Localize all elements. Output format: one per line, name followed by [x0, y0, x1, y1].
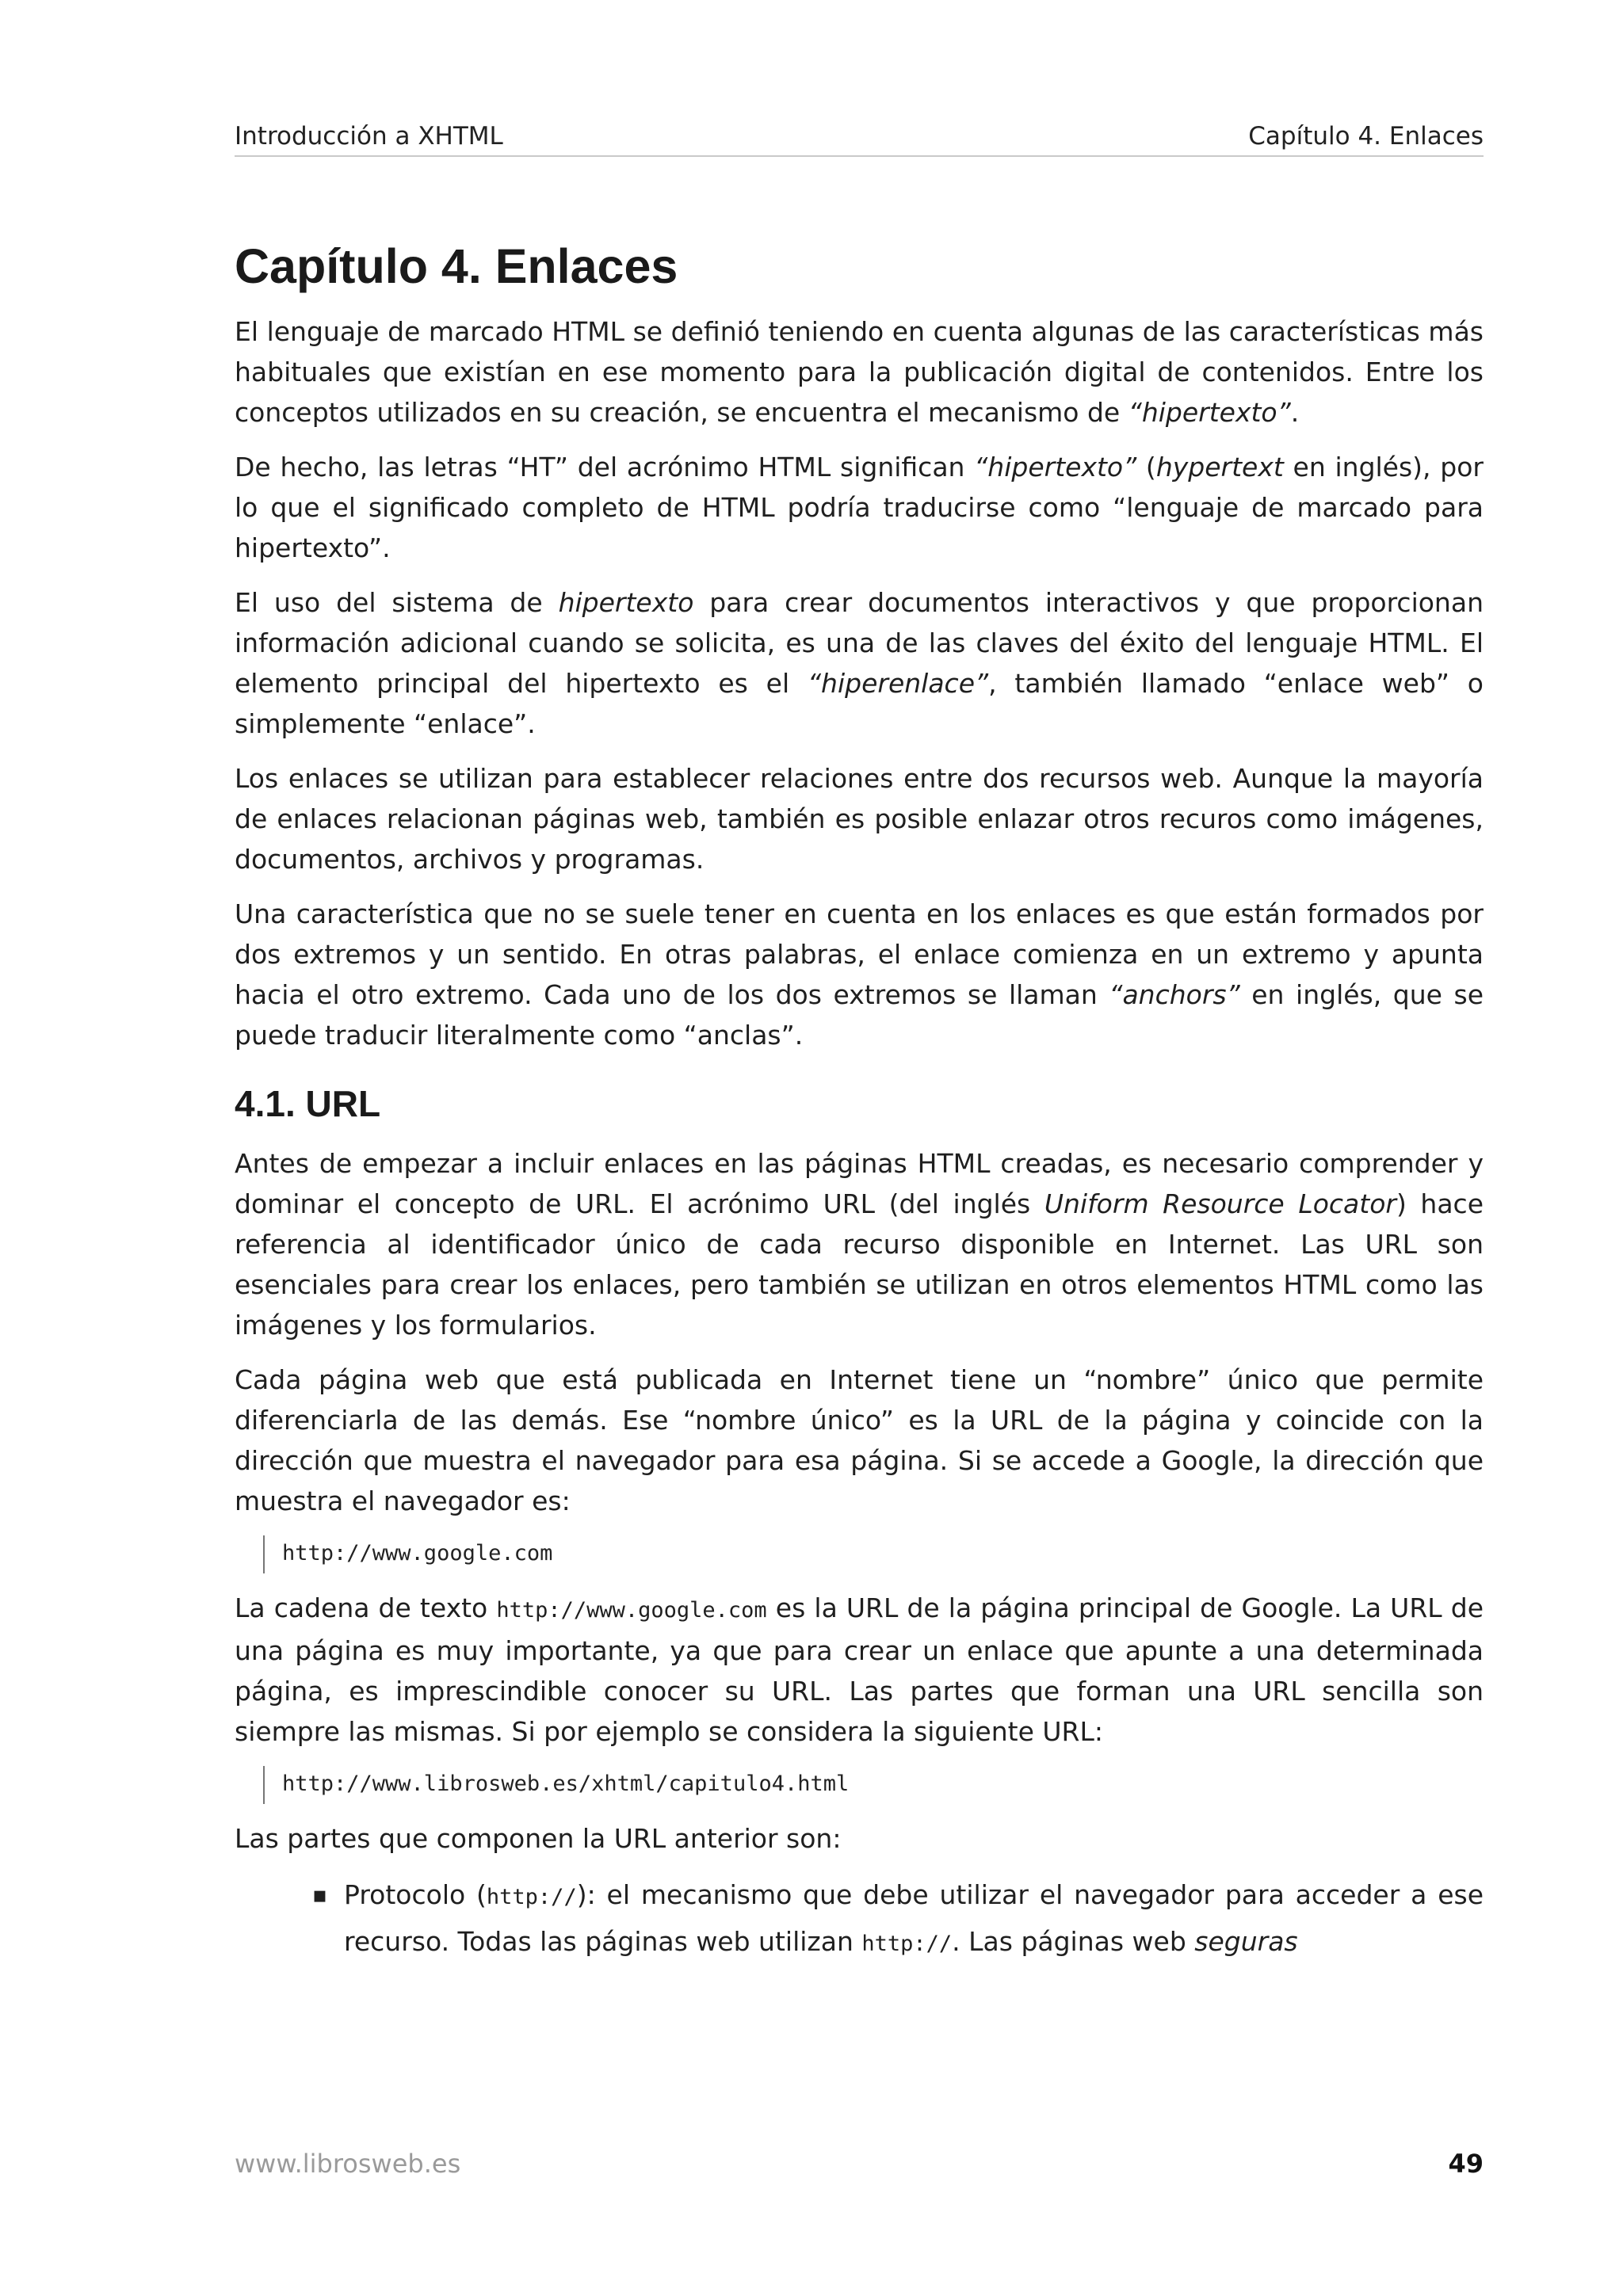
paragraph-4: Los enlaces se utilizan para establecer relaciones entre dos recursos web. Aunque la mayoría de enlaces relacionan páginas web, también es posible enlazar otros recuros como imágenes, documentos, archivos y programas. [235, 763, 1484, 875]
book-title: Introducción a XHTML [235, 122, 503, 151]
emphasis: “hipertexto” [1128, 397, 1291, 429]
paragraph-5 [235, 894, 1484, 1055]
running-header [235, 117, 1484, 157]
emphasis: “hipertexto” [974, 452, 1137, 483]
chapter-running-title: Capítulo 4. Enlaces [1248, 122, 1484, 151]
text: De hecho, las letras “HT” del acrónimo HTML significan [235, 452, 975, 483]
text: El uso del sistema de [235, 587, 559, 619]
inline-code: http:// [486, 1885, 577, 1910]
paragraph-1 [235, 311, 1484, 433]
text: ( [1136, 452, 1156, 483]
text: en inglés, que se puede traducir literalmente como “anclas”. [235, 979, 1484, 1051]
text: en inglés), por lo que el significado completo de HTML podría traducirse como “lenguaje de marcado para hipertexto”. [235, 452, 1484, 564]
emphasis: “anchors” [1109, 979, 1240, 1011]
url-parts-list [235, 1873, 1484, 1966]
page-number: 49 [1448, 2149, 1484, 2179]
text: , también llamado “enlace web” o simplemente “enlace”. [235, 668, 1484, 740]
emphasis: “hiperenlace” [807, 668, 989, 700]
emphasis: seguras [1194, 1926, 1298, 1958]
paragraph-6 [235, 1143, 1484, 1345]
chapter-title: Capítulo 4. Enlaces [235, 239, 678, 293]
emphasis: hipertexto [558, 587, 694, 619]
text: Una característica que no se suele tener en cuenta en los enlaces es que están formados por dos extremos y un sentido. En otras palabras, el enlace comienza en un extremo y apunta hacia el otro extremo. Cada uno de los dos extremos se llaman [235, 898, 1484, 1011]
text: ): el mecanismo que debe utilizar el navegador para acceder a ese recurso. Todas las páginas web utilizan [344, 1879, 1484, 1958]
page-content [235, 226, 1484, 1966]
paragraph-3 [235, 582, 1484, 744]
emphasis: hypertext [1155, 452, 1284, 483]
paragraph-2 [235, 447, 1484, 568]
text: La cadena de texto [235, 1592, 497, 1624]
text: es la URL de la página principal de Google. La URL de una página es muy importante, ya que para crear un enlace que apunte a una determinada página, es imprescindible conocer su URL. Las partes que forman una URL sencilla son siempre las mismas. Si por ejemplo se considera la siguiente URL: [235, 1592, 1484, 1748]
text: ) hace referencia al identificador único de cada recurso disponible en Internet. Las URL son esenciales para crear los enlaces, pero también se utilizan en otros elementos HTML como las imágenes y los formularios. [235, 1188, 1484, 1341]
paragraph-7: Cada página web que está publicada en Internet tiene un “nombre” único que permite diferenciarla de las demás. Ese “nombre único” es la URL de la página y coincide con la dirección que muestra el navegador para esa página. Si se accede a Google, la dirección que muestra el navegador es: [235, 1364, 1484, 1517]
text: para crear documentos interactivos y que proporcionan información adicional cuando se solicita, es una de las claves del éxito del lenguaje HTML. El elemento principal del hipertexto es el [235, 587, 1484, 700]
paragraph-8 [235, 1588, 1484, 1752]
emphasis: Uniform Resource Locator [1044, 1188, 1396, 1220]
page-footer [235, 2149, 1484, 2183]
paragraph-9: Las partes que componen la URL anterior son: [235, 1823, 842, 1855]
text: Protocolo ( [344, 1879, 487, 1911]
list-item-protocol [312, 1873, 1484, 1966]
section-title: 4.1. URL [235, 1083, 381, 1125]
text: El lenguaje de marcado HTML se definió teniendo en cuenta algunas de las características más habituales que existían en ese momento para la publicación digital de contenidos. Entre los conceptos utilizados en su creación, se encuentra el mecanismo de [235, 316, 1484, 429]
code-block-google-url: http://www.google.com [263, 1535, 1484, 1573]
inline-code: http:// [861, 1932, 953, 1957]
text: . [1290, 397, 1300, 429]
code-block-librosweb-url: http://www.librosweb.es/xhtml/capitulo4.html [263, 1766, 1484, 1804]
text: Antes de empezar a incluir enlaces en las páginas HTML creadas, es necesario comprender y dominar el concepto de URL. El acrónimo URL (del inglés [235, 1148, 1484, 1220]
footer-site: www.librosweb.es [235, 2149, 461, 2179]
text: . Las páginas web [952, 1926, 1195, 1958]
inline-code: http://www.google.com [496, 1598, 767, 1623]
bullet-icon: ▪ [312, 1882, 327, 1909]
